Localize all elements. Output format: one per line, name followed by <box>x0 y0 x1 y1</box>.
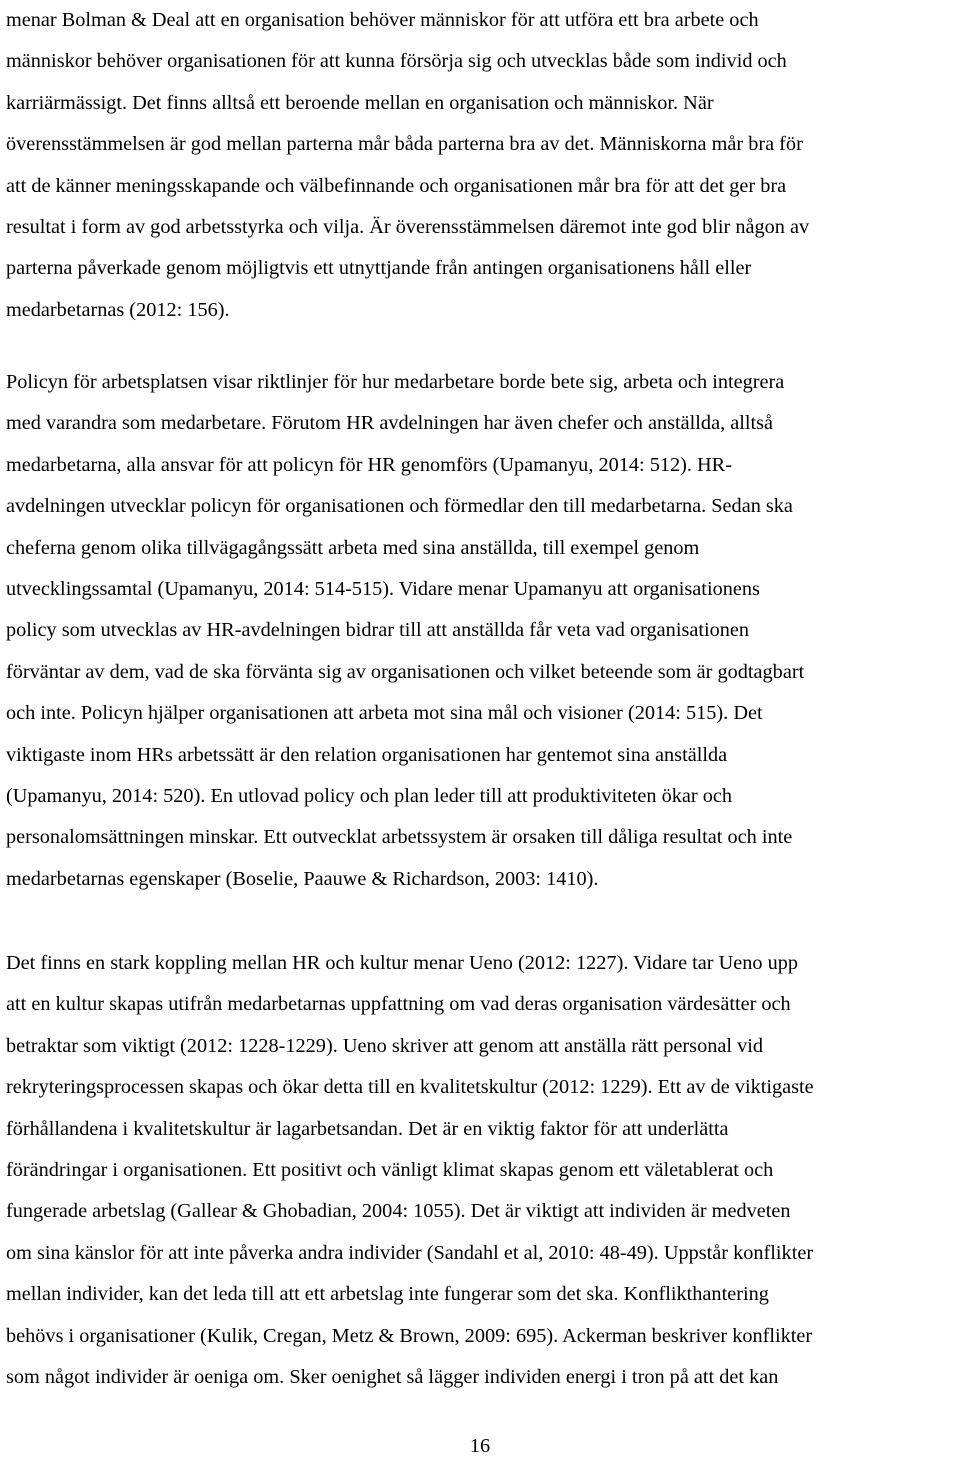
text-line: (Upamanyu, 2014: 520). En utlovad policy och plan leder till att produktiviteten ökar och <box>6 784 733 807</box>
text-line: Policyn för arbetsplatsen visar riktlinjer för hur medarbetare borde bete sig, arbeta och integrera <box>6 371 785 393</box>
text-line: förhållandena i kvalitetskultur är lagarbetsandan. Det är en viktig faktor för att underlätta <box>6 1117 729 1140</box>
text-line: rekryteringsprocessen skapas och ökar detta till en kvalitetskultur (2012: 1229). Ett av de viktigaste <box>6 1076 814 1099</box>
paragraph-bolman-deal <box>6 0 956 331</box>
text-line: cheferna genom olika tillvägagångssätt arbeta med sina anställda, till exempel genom <box>6 536 700 559</box>
text-line: behövs i organisationer (Kulik, Cregan, Metz & Brown, 2009: 695). Ackerman beskriver konflikter <box>6 1324 813 1347</box>
paragraph-policy <box>6 362 956 900</box>
text-line: menar Bolman & Deal att en organisation behöver människor för att utföra ett bra arbete och <box>6 9 759 31</box>
text-line: resultat i form av god arbetsstyrka och vilja. Är överensstämmelsen däremot inte god blir någon av <box>6 215 810 238</box>
text-line: förväntar av dem, vad de ska förvänta sig av organisationen och vilket beteende som är godtagbart <box>6 660 805 683</box>
text-line: fungerade arbetslag (Gallear & Ghobadian, 2004: 1055). Det är viktigt att individen är medveten <box>6 1200 791 1223</box>
text-line: att en kultur skapas utifrån medarbetarnas uppfattning om vad deras organisation värdesätter och <box>6 993 791 1016</box>
text-line: medarbetarnas egenskaper (Boselie, Paauwe & Richardson, 2003: 1410). <box>6 867 599 890</box>
text-line: policy som utvecklas av HR-avdelningen bidrar till att anställda får veta vad organisationen <box>6 619 750 642</box>
text-line: medarbetarna, alla ansvar för att policyn för HR genomförs (Upamanyu, 2014: 512). HR- <box>6 453 732 476</box>
text-line: mellan individer, kan det leda till att ett arbetslag inte fungerar som det ska. Konflikthantering <box>6 1283 769 1306</box>
text-line: avdelningen utvecklar policyn för organisationen och förmedlar den till medarbetarna. Sedan ska <box>6 495 793 518</box>
text-line: att de känner meningsskapande och välbefinnande och organisationen mår bra för att det ger bra <box>6 174 787 197</box>
text-line: betraktar som viktigt (2012: 1228-1229). Ueno skriver att genom att anställa rätt personal vid <box>6 1034 763 1057</box>
text-line: viktigaste inom HRs arbetssätt är den relation organisationen har gentemot sina anställda <box>6 743 728 766</box>
text-line: Det finns en stark koppling mellan HR och kultur menar Ueno (2012: 1227). Vidare tar Ueno upp <box>6 952 799 974</box>
text-line: karriärmässigt. Det finns alltså ett beroende mellan en organisation och människor. När <box>6 91 714 114</box>
text-line: som något individer är oeniga om. Sker oenighet så lägger individen energi i tron på att det kan <box>6 1365 779 1388</box>
text-line: med varandra som medarbetare. Förutom HR avdelningen har även chefer och anställda, alltså <box>6 412 774 435</box>
text-line: utvecklingssamtal (Upamanyu, 2014: 514-515). Vidare menar Upamanyu att organisationens <box>6 577 760 600</box>
text-line: och inte. Policyn hjälper organisationen att arbeta mot sina mål och visioner (2014: 515). Det <box>6 702 763 725</box>
text-line: parterna påverkade genom möjligtvis ett utnyttjande från antingen organisationens håll eller <box>6 257 752 280</box>
text-line: förändringar i organisationen. Ett positivt och vänligt klimat skapas genom ett väletablerat och <box>6 1158 774 1181</box>
text-line: personalomsättningen minskar. Ett outvecklat arbetssystem är orsaken till dåliga resultat och inte <box>6 826 793 849</box>
page-number: 16 <box>469 1435 491 1457</box>
text-line: om sina känslor för att inte påverka andra individer (Sandahl et al, 2010: 48-49). Uppstår konflikter <box>6 1241 814 1264</box>
text-line: människor behöver organisationen för att kunna försörja sig och utvecklas både som individ och <box>6 50 787 73</box>
text-line: överensstämmelsen är god mellan parterna mår båda parterna bra av det. Människorna mår bra för <box>6 133 803 156</box>
paragraph-culture <box>6 943 956 1398</box>
text-line: medarbetarnas (2012: 156). <box>6 298 230 321</box>
